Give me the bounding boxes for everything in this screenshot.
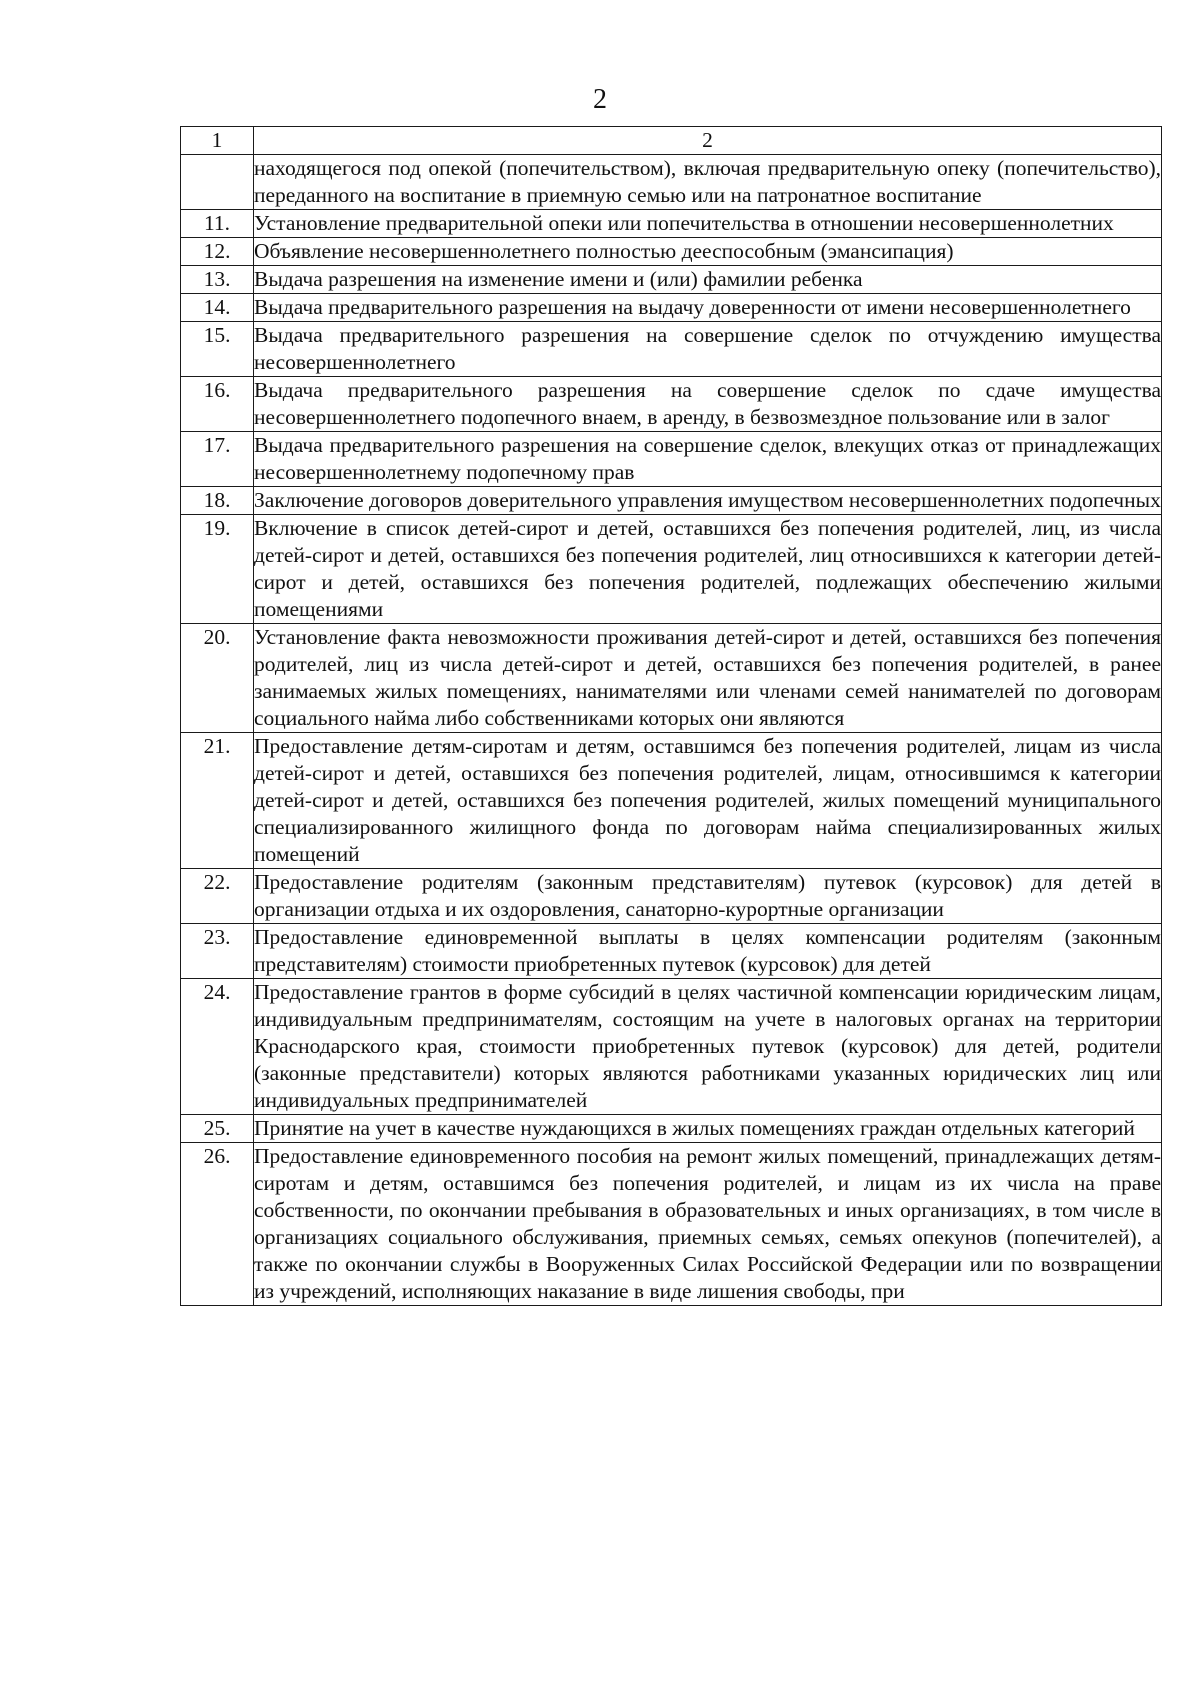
- table-row: [181, 210, 1162, 238]
- row-text: Предоставление грантов в форме субсидий в целях частичной компенсации юридическим лицам, индивидуальным предпринимателям, состоящим на учете в налоговых органах на территории Краснодарского края, стоимости приобретенных путевок (курсовок) для детей, родители (законные представители) которых являются работниками указанных юридических лиц или индивидуальных предпринимателей: [254, 979, 1162, 1115]
- row-text: Принятие на учет в качестве нуждающихся в жилых помещениях граждан отдельных категорий: [254, 1115, 1162, 1143]
- row-text: Выдача предварительного разрешения на совершение сделок по отчуждению имущества несовершеннолетнего: [254, 322, 1162, 377]
- table-row: [181, 515, 1162, 624]
- row-text: Предоставление родителям (законным представителям) путевок (курсовок) для детей в организации отдыха и их оздоровления, санаторно-курортные организации: [254, 869, 1162, 924]
- table-row: [181, 294, 1162, 322]
- row-text: находящегося под опекой (попечительством), включая предварительную опеку (попечительство), переданного на воспитание в приемную семью или на патронатное воспитание: [254, 155, 1162, 210]
- table-header-row: [181, 127, 1162, 155]
- row-number: 25.: [181, 1115, 254, 1143]
- row-number: 24.: [181, 979, 254, 1115]
- row-text: Включение в список детей-сирот и детей, оставшихся без попечения родителей, лиц, из числа детей-сирот и детей, оставшихся без попечения родителей, лиц относившихся к категории детей-сирот и детей, оставшихся без попечения родителей, подлежащих обеспечению жилыми помещениями: [254, 515, 1162, 624]
- table-row: [181, 155, 1162, 210]
- row-text: Заключение договоров доверительного управления имуществом несовершеннолетних подопечных: [254, 487, 1162, 515]
- table-row: [181, 1115, 1162, 1143]
- row-number: 20.: [181, 624, 254, 733]
- row-text: Выдача разрешения на изменение имени и (или) фамилии ребенка: [254, 266, 1162, 294]
- row-number: 21.: [181, 733, 254, 869]
- table-row: [181, 377, 1162, 432]
- row-text: Предоставление детям-сиротам и детям, оставшимся без попечения родителей, лицам из числа детей-сирот и детей, оставшихся без попечения родителей, лицам, относившимся к категории детей-сирот и детей, оставшихся без попечения родителей, жилых помещений муниципального специализированного жилищного фонда по договорам найма специализированных жилых помещений: [254, 733, 1162, 869]
- row-text: Установление предварительной опеки или попечительства в отношении несовершеннолетних: [254, 210, 1162, 238]
- page-number: 2: [593, 84, 607, 115]
- table-row: [181, 322, 1162, 377]
- row-number: 26.: [181, 1143, 254, 1306]
- row-text: Установление факта невозможности проживания детей-сирот и детей, оставшихся без попечения родителей, лиц из числа детей-сирот и детей, оставшихся без попечения родителей, в ранее занимаемых жилых помещениях, нанимателями или членами семей нанимателей по договорам социального найма либо собственниками которых они являются: [254, 624, 1162, 733]
- table-row: [181, 869, 1162, 924]
- row-text: Выдача предварительного разрешения на выдачу доверенности от имени несовершеннолетнего: [254, 294, 1162, 322]
- row-number: 12.: [181, 238, 254, 266]
- row-number: 19.: [181, 515, 254, 624]
- row-text: Предоставление единовременной выплаты в целях компенсации родителям (законным представителям) стоимости приобретенных путевок (курсовок) для детей: [254, 924, 1162, 979]
- header-col-2: 2: [254, 127, 1162, 155]
- table-row: [181, 979, 1162, 1115]
- row-text: Выдача предварительного разрешения на совершение сделок по сдаче имущества несовершеннолетнего подопечного внаем, в аренду, в безвозмездное пользование или в залог: [254, 377, 1162, 432]
- table-row: [181, 238, 1162, 266]
- table-row: [181, 624, 1162, 733]
- row-text: Объявление несовершеннолетнего полностью дееспособным (эмансипация): [254, 238, 1162, 266]
- row-number: 11.: [181, 210, 254, 238]
- row-number: [181, 155, 254, 210]
- table-row: [181, 432, 1162, 487]
- header-col-1: 1: [181, 127, 254, 155]
- table-row: [181, 733, 1162, 869]
- table-row: [181, 487, 1162, 515]
- row-number: 22.: [181, 869, 254, 924]
- row-number: 13.: [181, 266, 254, 294]
- row-text: Выдача предварительного разрешения на совершение сделок, влекущих отказ от принадлежащих несовершеннолетнему подопечному прав: [254, 432, 1162, 487]
- row-text: Предоставление единовременного пособия на ремонт жилых помещений, принадлежащих детям-сиротам и детям, оставшимся без попечения родителей, и лицам из их числа на праве собственности, по окончании пребывания в образовательных и иных организациях, в том числе в организациях социального обслуживания, приемных семьях, семьях опекунов (попечителей), а также по окончании службы в Вооруженных Силах Российской Федерации или по возвращении из учреждений, исполняющих наказание в виде лишения свободы, при: [254, 1143, 1162, 1306]
- row-number: 18.: [181, 487, 254, 515]
- table-row: [181, 1143, 1162, 1306]
- table-row: [181, 266, 1162, 294]
- table-row: [181, 924, 1162, 979]
- row-number: 15.: [181, 322, 254, 377]
- row-number: 17.: [181, 432, 254, 487]
- row-number: 23.: [181, 924, 254, 979]
- row-number: 14.: [181, 294, 254, 322]
- row-number: 16.: [181, 377, 254, 432]
- services-table: [180, 126, 1162, 1306]
